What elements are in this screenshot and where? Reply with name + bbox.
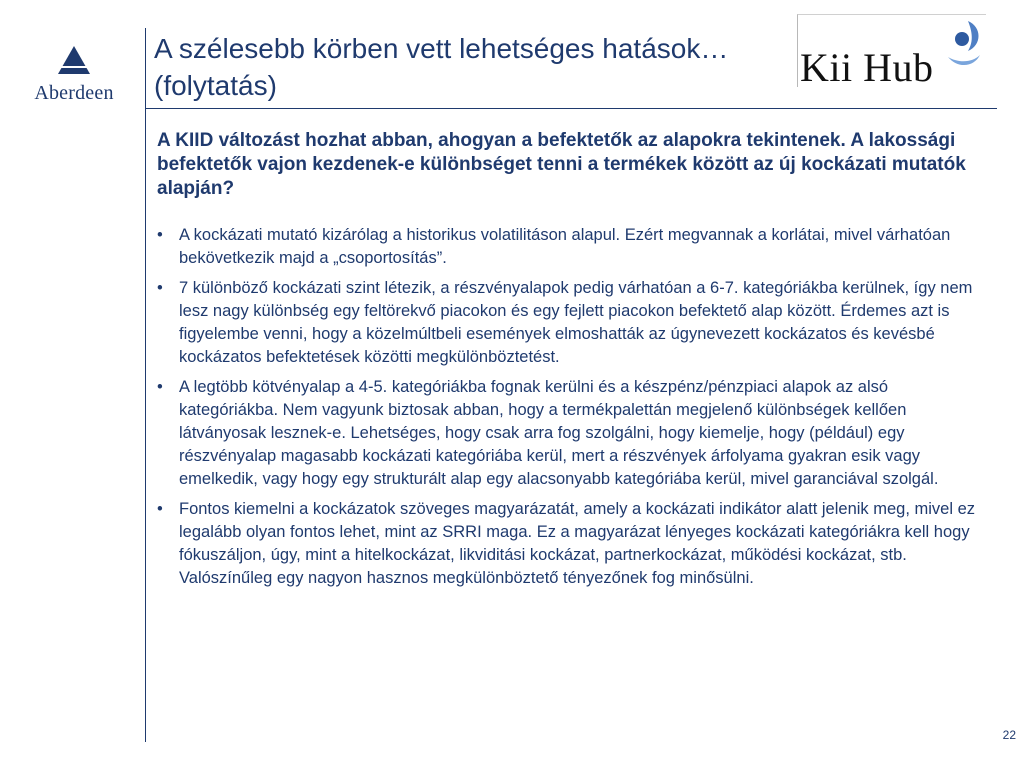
bullet-text: 7 különböző kockázati szint létezik, a részvényalapok pedig várhatóan a 6-7. kategóriákba kerülnek, így nem lesz nagy különbség egy feltörekvő piacokon és egy fejlett piacokon befektető alap között. Érdemes azt is figyelembe venni, hogy a közelmúltbeli események elmoshatták az úgynevezett kockázatos és kevésbé kockázatos befektetések közötti megkülönböztetést. <box>179 279 973 366</box>
bullet-text: A kockázati mutató kizárólag a historikus volatilitáson alapul. Ezért megvannak a korlátai, mivel várhatóan bekövetkezik majd a „csoportosítás”. <box>179 226 951 267</box>
bullet-text: A legtöbb kötvényalap a 4-5. kategóriákba fognak kerülni és a készpénz/pénzpiaci alapok az alsó kategóriákba. Nem vagyunk biztosak abban, hogy a termékpalettán megjelenő különbségek kellően látványosak lesznek-e. Lehetséges, hogy csak arra fog szolgálni, hogy kiemelje, hogy (például) egy részvényalap magasabb kockázati kategóriába kerül, mert a részvények árfolyama gyakran esik vagy emelkedik, vagy hogy egy strukturált alap egy alacsonyabb kategóriába kerül, mivel garanciával szolgál. <box>179 378 939 488</box>
aberdeen-logo <box>22 44 126 105</box>
list-item <box>157 376 991 491</box>
list-item <box>157 224 991 270</box>
kii-hub-swirl-icon <box>938 17 984 73</box>
lead-paragraph: A KIID változást hozhat abban, ahogyan a befektetők az alapokra tekintenek. A lakossági befektetők vajon kezdenek-e különbséget tenni a termékek között az új kockázati mutatók alapján? <box>157 130 966 199</box>
list-item <box>157 498 991 590</box>
header-divider <box>145 108 997 109</box>
kii-hub-logo-text: Kii Hub <box>800 45 934 90</box>
aberdeen-logo-text: Aberdeen <box>34 82 114 104</box>
list-item <box>157 277 991 369</box>
vertical-divider <box>145 28 146 742</box>
bullet-marker: • <box>157 279 163 297</box>
bullet-list <box>157 224 991 597</box>
kii-hub-logo <box>797 14 986 90</box>
page-number: 22 <box>1002 728 1016 742</box>
bullet-text: Fontos kiemelni a kockázatok szöveges magyarázatát, amely a kockázati indikátor alatt jelenik meg, mivel ez legalább olyan fontos lehet, mint az SRRI maga. Ez a magyarázat lényeges kockázati kategóriákra kell hogy fókuszáljon, úgy, mint a hitelkockázat, likviditási kockázat, partnerkockázat, működési kockázat, stb. Valószínűleg egy nagyon hasznos megkülönböztető tényezőnek fog minősülni. <box>179 500 976 587</box>
bullet-marker: • <box>157 500 163 518</box>
slide-title: A szélesebb körben vett lehetséges hatások…(folytatás) <box>154 33 729 101</box>
aberdeen-triangle-icon <box>54 44 94 78</box>
bullet-marker: • <box>157 378 163 396</box>
bullet-marker: • <box>157 226 163 244</box>
